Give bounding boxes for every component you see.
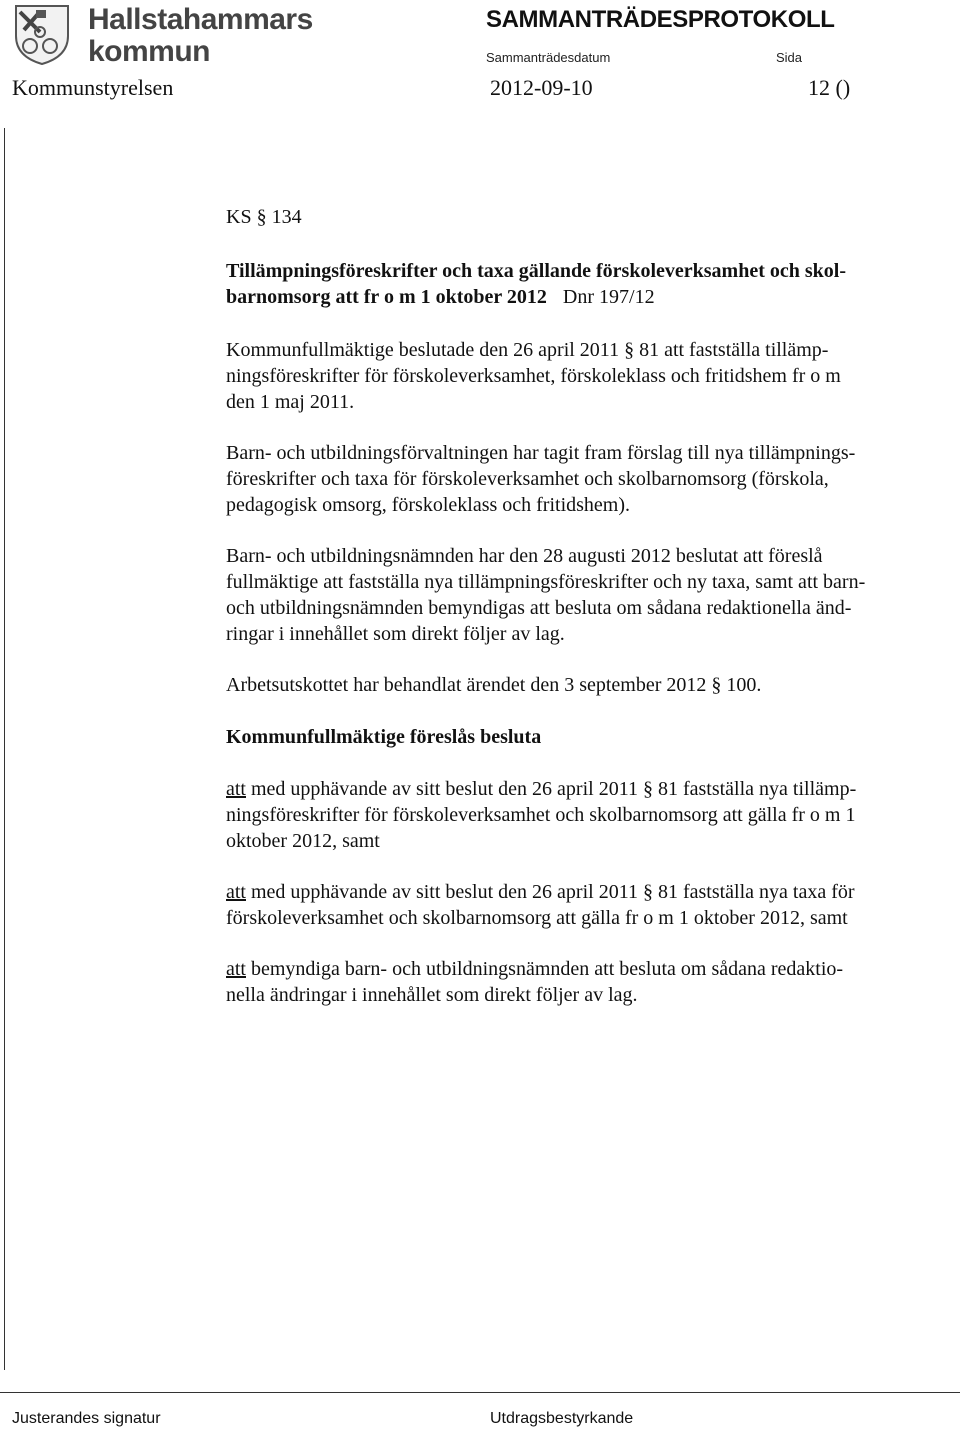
paragraph: [226, 440, 941, 518]
text-line: förskoleverksamhet och skolbarnomsorg att gälla fr o m 1 oktober 2012, samt: [226, 907, 848, 929]
excerpt-label: Utdragsbestyrkande: [490, 1410, 634, 1427]
decision-item: [226, 879, 941, 931]
logo-line-1: Hallstahammars: [88, 3, 313, 36]
text-line: fullmäktige att fastställa nya tillämpningsföreskrifter och ny taxa, samt att barn-: [226, 571, 866, 593]
logo-line-2: kommun: [88, 35, 211, 68]
paragraph: [226, 337, 941, 415]
text-line: Barn- och utbildningsförvaltningen har tagit fram förslag till nya tillämpnings-: [226, 442, 856, 464]
text-line: att med upphävande av sitt beslut den 26 april 2011 § 81 fastställa nya tillämp-: [226, 778, 857, 800]
footer-rule: [0, 1392, 960, 1393]
text-line: ringar i innehållet som direkt följer av lag.: [226, 623, 565, 645]
text-line: föreskrifter och taxa för förskoleverksamhet och skolbarnomsorg (förskola,: [226, 468, 829, 490]
signature-label: Justerandes signatur: [12, 1410, 161, 1427]
text-line: Kommunfullmäktige beslutade den 26 april 2011 § 81 att fastställa tillämp-: [226, 339, 829, 361]
att-keyword: att: [226, 778, 246, 800]
text-line: den 1 maj 2011.: [226, 391, 355, 413]
document-type: SAMMANTRÄDESPROTOKOLL: [486, 6, 835, 33]
coat-of-arms-icon: [10, 2, 74, 66]
text-line: att bemyndiga barn- och utbildningsnämnden att besluta om sådana redaktio-: [226, 958, 844, 980]
att-keyword: att: [226, 958, 246, 980]
page-number: 12 (): [808, 75, 851, 100]
text-line: pedagogisk omsorg, förskoleklass och fritidshem).: [226, 494, 631, 516]
att-keyword: att: [226, 881, 246, 903]
meeting-date: 2012-09-10: [490, 75, 593, 100]
decision-item: [226, 956, 941, 1008]
decision-item: [226, 776, 941, 854]
case-title: [226, 258, 941, 310]
margin-rule: [4, 128, 5, 1370]
text-line: Barn- och utbildningsnämnden har den 28 augusti 2012 beslutat att föreslå: [226, 545, 823, 567]
logo-wordmark: [88, 4, 313, 68]
meeting-date-label: Sammanträdesdatum: [486, 50, 611, 65]
case-number: KS § 134: [226, 206, 302, 228]
text-line: ningsföreskrifter för förskoleverksamhet och skolbarnomsorg att gälla fr o m 1: [226, 804, 856, 826]
dnr: Dnr 197/12: [562, 286, 655, 308]
text-line: nella ändringar i innehållet som direkt följer av lag.: [226, 984, 638, 1006]
text-line: oktober 2012, samt: [226, 830, 380, 852]
text-line: och utbildningsnämnden bemyndigas att besluta om sådana redaktionella änd-: [226, 597, 852, 619]
text-line: att med upphävande av sitt beslut den 26 april 2011 § 81 fastställa nya taxa för: [226, 881, 855, 903]
municipality-logo: [10, 2, 313, 68]
paragraph: [226, 543, 941, 647]
committee-name: Kommunstyrelsen: [12, 75, 174, 100]
proposal-heading: Kommunfullmäktige föreslås besluta: [226, 726, 542, 748]
case-title-line: Tillämpningsföreskrifter och taxa gällande förskoleverksamhet och skol-: [226, 260, 846, 282]
paragraph: [226, 672, 941, 698]
page-label: Sida: [776, 50, 803, 65]
case-title-line: barnomsorg att fr o m 1 oktober 2012 Dnr 197/12: [226, 286, 655, 308]
text-line: Arbetsutskottet har behandlat ärendet den 3 september 2012 § 100.: [226, 674, 762, 696]
text-line: ningsföreskrifter för förskoleverksamhet, förskoleklass och fritidshem fr o m: [226, 365, 841, 387]
